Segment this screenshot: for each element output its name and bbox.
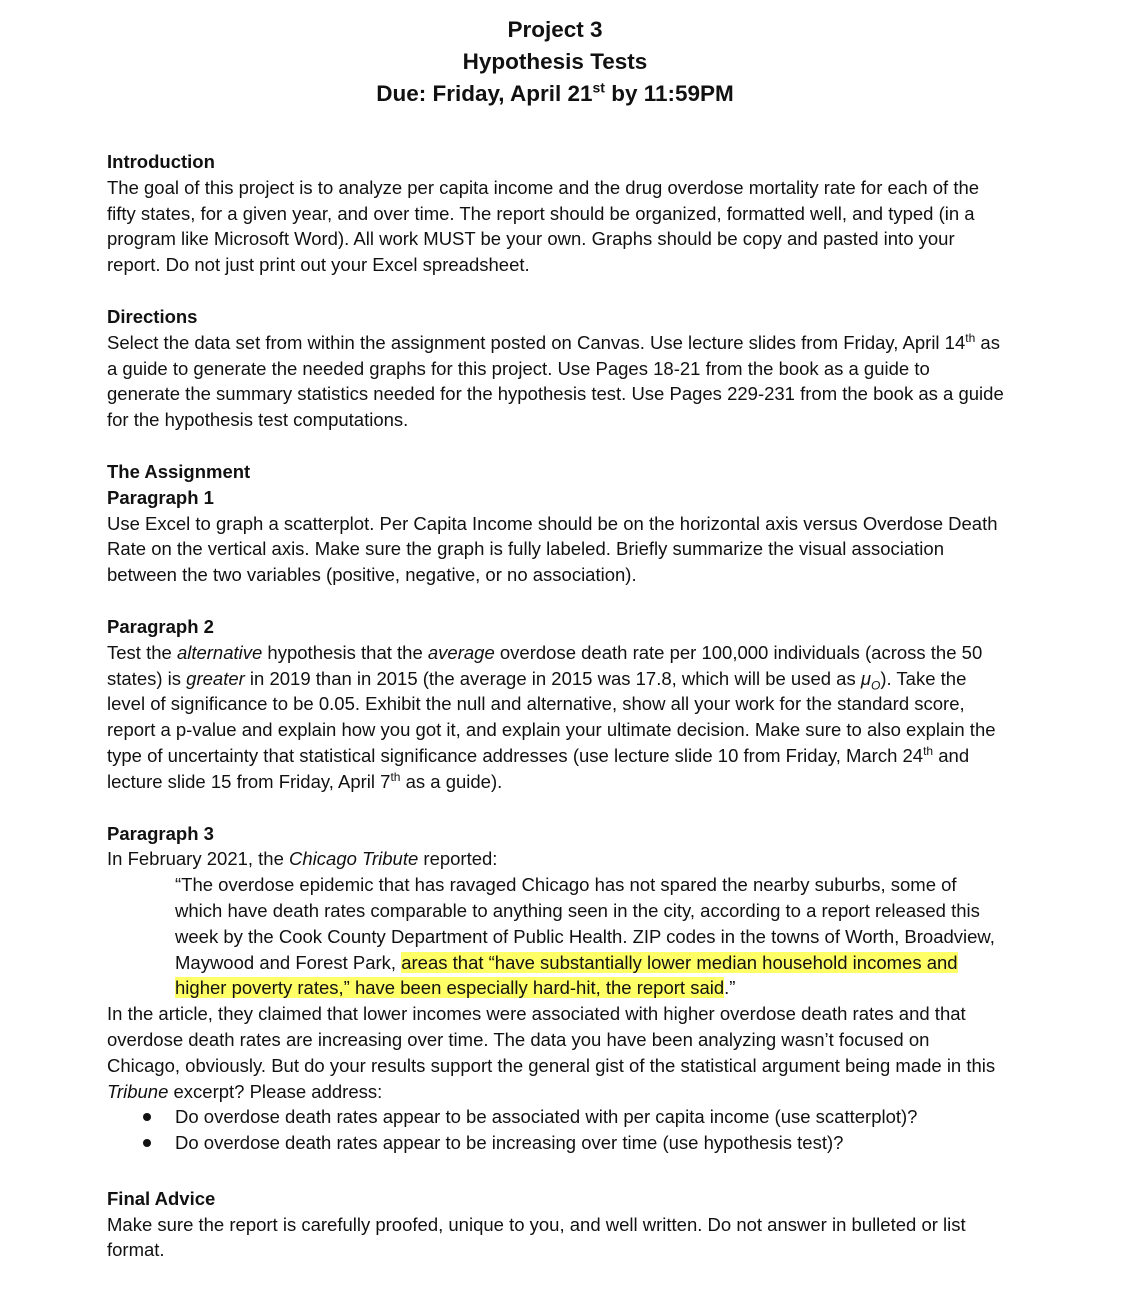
list-item: Do overdose death rates appear to be associated with per capita income (use scatterplot)? — [107, 1104, 1007, 1130]
document-title — [0, 14, 1110, 110]
question-list — [107, 1104, 1007, 1156]
list-item: Do overdose death rates appear to be increasing over time (use hypothesis test)? — [107, 1130, 1007, 1156]
paragraph-3-intro: In February 2021, the Chicago Tribute reported: — [107, 848, 498, 870]
paragraph-2-heading: Paragraph 2 — [107, 615, 214, 637]
bullet-icon — [143, 1139, 151, 1147]
title-due-date: Due: Friday, April 21st by 11:59PM — [376, 79, 734, 106]
introduction-heading: Introduction — [107, 151, 215, 172]
title-project: Project 3 — [507, 17, 603, 42]
final-advice-text: Make sure the report is carefully proofed, unique to you, and well written. Do not answer in bulleted or list format. — [107, 1213, 966, 1261]
mu-symbol: $\mu_O$ — [860, 667, 881, 693]
directions-section — [107, 304, 1007, 433]
directions-text: Select the data set from within the assignment posted on Canvas. Use lecture slides from Friday, April 14th as a guide to generate the needed graphs for this project. Use Pages 18-21 from the book as a guide to generate the summary statistics needed for the hypothesis test. Use Pages 229-231 from the book as a guide for the hypothesis test computations. — [107, 330, 1004, 431]
assignment-heading: The Assignment — [107, 460, 251, 482]
tribune-quote: “The overdose epidemic that has ravaged Chicago has not spared the nearby suburbs, some of which have death rates comparable to anything seen in the city, according to a report released this week by the Cook County Department of Public Health. ZIP codes in the towns of Worth, Broadview, Maywood and Forest Park, areas that “have substantially lower median household incomes and higher poverty rates,” have been especially hard-hit, the report said.” — [175, 874, 995, 999]
paragraph-3-heading: Paragraph 3 — [107, 822, 214, 844]
directions-heading: Directions — [107, 305, 198, 327]
bullet-icon — [143, 1113, 151, 1121]
paragraph-3-section — [107, 821, 1007, 1156]
paragraph-3-body: In the article, they claimed that lower incomes were associated with higher overdose death rates and that overdose death rates are increasing over time. The data you have been analyzing wasn’t focused on Chicago, obviously. But do your results support the general gist of the statistical argument being made in this Tribune excerpt? Please address: — [107, 1003, 996, 1102]
highlighted-quote: areas that “have substantially lower median household incomes and higher poverty rates,” have been especially hard-hit, the report said — [175, 951, 958, 999]
assignment-section — [107, 459, 1007, 588]
title-subject: Hypothesis Tests — [462, 49, 648, 74]
paragraph-2-section — [107, 614, 1007, 795]
paragraph-2-text: Test the alternative hypothesis that the average overdose death rate per 100,000 individuals (across the 50 states) is greater in 2019 than in 2015 (the average in 2015 was 17.8, which will be used as $\mu_O$). Take the level of significance to be 0.05. Exhibit the null and alternative, show all your work for the standard score, report a p-value and explain how you got it, and explain your ultimate decision. Make sure to also explain the type of uncertainty that statistical significance addresses (use lecture slide 10 from Friday, March 24th and lecture slide 15 from Friday, April 7th as a guide). — [107, 641, 996, 792]
final-advice-section — [107, 1186, 1007, 1263]
final-advice-heading: Final Advice — [107, 1187, 216, 1209]
paragraph-1-text: Use Excel to graph a scatterplot. Per Capita Income should be on the horizontal axis versus Overdose Death Rate on the vertical axis. Make sure the graph is fully labeled. Briefly summarize the visual association between the two variables (positive, negative, or no association). — [107, 512, 998, 586]
introduction-section — [107, 149, 1007, 278]
paragraph-1-heading: Paragraph 1 — [107, 486, 214, 508]
document-page — [107, 14, 1007, 1263]
introduction-text: The goal of this project is to analyze per capita income and the drug overdose mortality rate for each of the fifty states, for a given year, and over time. The report should be organized, formatted well, and typed (in a program like Microsoft Word). All work MUST be your own. Graphs should be copy and pasted into your report. Do not just print out your Excel spreadsheet. — [107, 176, 980, 276]
